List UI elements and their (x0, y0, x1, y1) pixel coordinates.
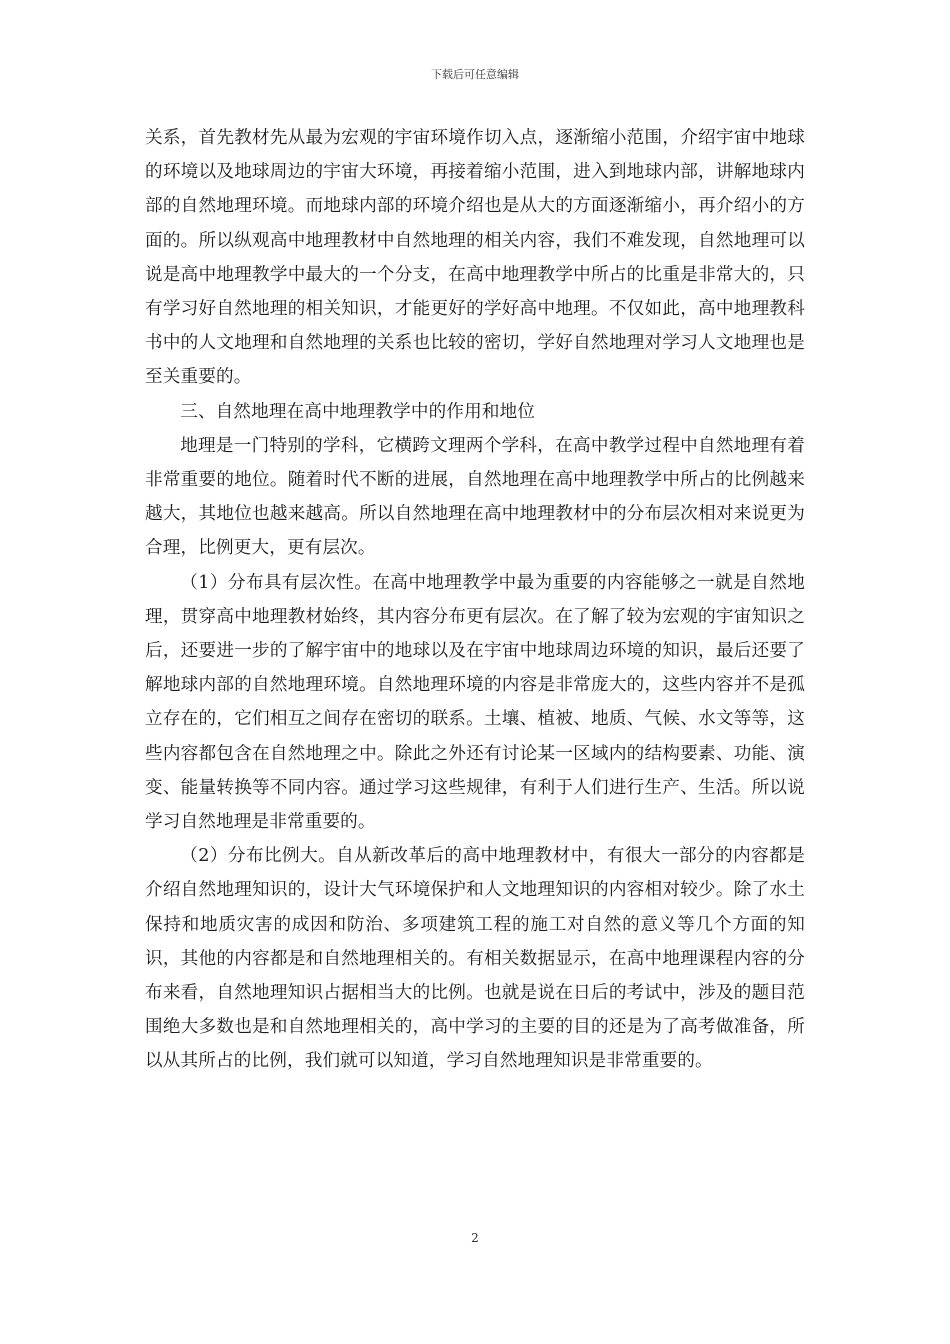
page-number: 2 (471, 1231, 479, 1245)
paragraph: 地理是一门特别的学科，它横跨文理两个学科，在高中教学过程中自然地理有着非常重要的地位。随着时代不断的进展，自然地理在高中地理教学中所占的比例越来越大，其地位也越来越高。所以自然地理在高中地理教材中的分布层次相对来说更为合理，比例更大，更有层次。 (145, 435, 805, 559)
paragraph: （1）分布具有层次性。在高中地理教学中最为重要的内容能够之一就是自然地理，贯穿高中地理教材始终，其内容分布更有层次。在了解了较为宏观的宇宙知识之后，还要进一步的了解宇宙中的地球以及在宇宙中地球周边环境的知识，最后还要了解地球内部的自然地理环境。自然地理环境的内容是非常庞大的，这些内容并不是孤立存在的，它们相互之间存在密切的联系。土壤、植被、地质、气候、水文等等，这些内容都包含在自然地理之中。除此之外还有讨论某一区域内的结构要素、功能、演变、能量转换等不同内容。通过学习这些规律，有利于人们进行生产、生活。所以说学习自然地理是非常重要的。 (145, 572, 805, 833)
page-header: 下载后可任意编辑 (431, 68, 519, 81)
paragraph: （2）分布比例大。自从新改革后的高中地理教材中，有很大一部分的内容都是介绍自然地理知识的，设计大气环境保护和人文地理知识的内容相对较少。除了水土保持和地质灾害的成因和防治、多项建筑工程的施工对自然的意义等几个方面的知识，其他的内容都是和自然地理相关的。有相关数据显示，在高中地理课程内容的分布来看，自然地理知识占据相当大的比例。也就是说在日后的考试中，涉及的题目范围绝大多数也是和自然地理相关的，高中学习的主要的目的还是为了高考做准备，所以从其所占的比例，我们就可以知道，学习自然地理知识是非常重要的。 (145, 846, 805, 1072)
document-body (145, 121, 805, 1079)
paragraph-continuation: 关系，首先教材先从最为宏观的宇宙环境作切入点，逐渐缩小范围，介绍宇宙中地球的环境以及地球周边的宇宙大环境，再接着缩小范围，进入到地球内部，讲解地球内部的自然地理环境。而地球内部的环境介绍也是从大的方面逐渐缩小，再介绍小的方面的。所以纵观高中地理教材中自然地理的相关内容，我们不难发现，自然地理可以说是高中地理教学中最大的一个分支，在高中地理教学中所占的比重是非常大的，只有学习好自然地理的相关知识，才能更好的学好高中地理。不仅如此，高中地理教科书中的人文地理和自然地理的关系也比较的密切，学好自然地理对学习人文地理也是至关重要的。 (145, 128, 805, 388)
section-heading: 三、自然地理在高中地理教学中的作用和地位 (180, 401, 536, 422)
